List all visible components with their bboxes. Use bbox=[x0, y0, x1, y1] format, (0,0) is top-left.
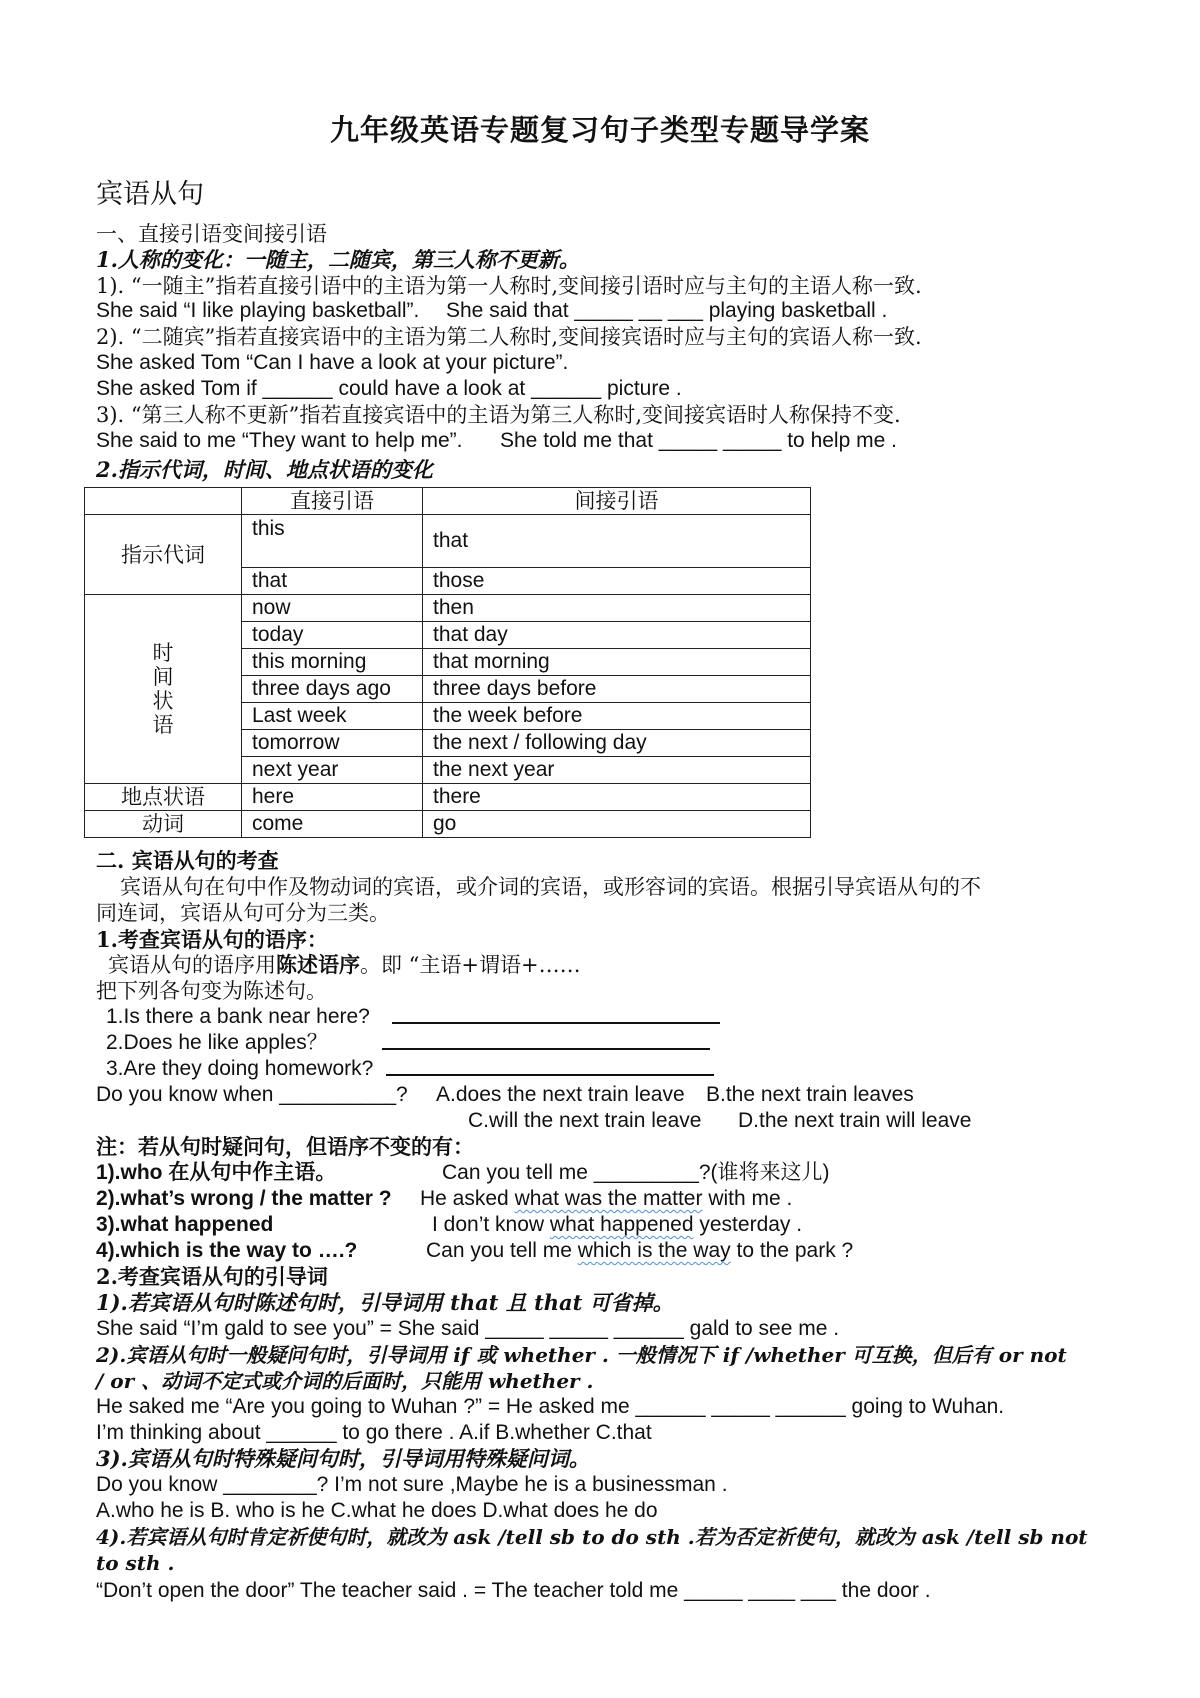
point2-rule3: 3).宾语从句时特殊疑问句时，引导词用特殊疑问词。 bbox=[96, 1446, 590, 1471]
table-cell-indirect: then bbox=[423, 595, 811, 622]
rule3-text: 3). “第三人称不更新”指若直接宾语中的主语为第三人称时,变间接宾语时人称保持不变. bbox=[96, 403, 901, 427]
rule3-example-direct: She said to me “They want to help me”. bbox=[96, 429, 463, 452]
table-cell-direct: Last week bbox=[242, 703, 423, 730]
note3-label: 3).what happened bbox=[96, 1213, 274, 1236]
table-cell-direct: this bbox=[242, 515, 423, 568]
rule1-title: 1.人称的变化：一随主，二随宾，第三人称不更新。 bbox=[96, 247, 580, 272]
exercise-q3: 3.Are they doing homework? bbox=[106, 1057, 374, 1080]
category-verb: 动词 bbox=[85, 811, 242, 838]
table-cell-indirect: that day bbox=[423, 622, 811, 649]
point1-task: 把下列各句变为陈述句。 bbox=[96, 979, 327, 1003]
page-title: 九年级英语专题复习句子类型专题导学案 bbox=[329, 113, 870, 147]
answer-line-q2 bbox=[382, 1030, 710, 1057]
table-cell-direct: today bbox=[242, 622, 423, 649]
rule2-example-direct: She asked Tom “Can I have a look at your picture”. bbox=[96, 351, 569, 374]
note3-example-a: I don’t know bbox=[432, 1213, 550, 1236]
rule1-text: 1). “一随主”指若直接引语中的主语为第一人称时,变间接引语时应与主句的主语人称一致. bbox=[96, 274, 922, 298]
rule1-example-indirect: She said that _____ __ ___ playing basketball . bbox=[446, 299, 888, 322]
point1-text-bold: 陈述语序 bbox=[276, 952, 360, 977]
note1-example: Can you tell me _________?(谁将来这儿) bbox=[442, 1161, 830, 1184]
point2-rule1: 1).若宾语从句时陈述句时，引导词用 that 且 that 可省掉。 bbox=[96, 1290, 674, 1315]
mc-question: Do you know when __________? bbox=[96, 1083, 408, 1106]
header-indirect: 间接引语 bbox=[423, 488, 811, 515]
header-direct: 直接引语 bbox=[242, 488, 423, 515]
rule2-text: 2). “二随宾”指若直接宾语中的主语为第二人称时,变间接宾语时应与主句的宾语人称一致. bbox=[96, 325, 922, 349]
exercise-q1: 1.Is there a bank near here? bbox=[106, 1005, 370, 1028]
point2-rule4-example: “Don’t open the door” The teacher said . = The teacher told me _____ ____ ___ the door . bbox=[96, 1579, 931, 1602]
table-cell-indirect: three days before bbox=[423, 676, 811, 703]
answer-line-q1 bbox=[392, 1004, 720, 1031]
table-cell-indirect: that bbox=[423, 515, 811, 568]
table-cell-indirect: there bbox=[423, 784, 811, 811]
section2-title: 二. 宾语从句的考查 bbox=[96, 848, 279, 873]
table-cell-direct: now bbox=[242, 595, 423, 622]
point2-rule2-example2: I’m thinking about ______ to go there . A.if B.whether C.that bbox=[96, 1421, 652, 1444]
note2-label: 2).what’s wrong / the matter ? bbox=[96, 1187, 392, 1210]
note2-example-highlight: what was the matter bbox=[514, 1187, 703, 1210]
conversion-table bbox=[84, 487, 811, 838]
point2-rule3-example1: Do you know ________? I’m not sure ,Maybe he is a businessman . bbox=[96, 1473, 728, 1496]
rule2-section-title: 2.指示代词，时间、地点状语的变化 bbox=[96, 457, 433, 482]
note3-example-highlight: what happened bbox=[549, 1213, 694, 1236]
table-cell-direct: tomorrow bbox=[242, 730, 423, 757]
point1-title: 1.考查宾语从句的语序： bbox=[96, 927, 328, 952]
point1-text bbox=[108, 952, 581, 978]
mc-option-b: B.the next train leaves bbox=[706, 1083, 914, 1106]
category-time-label: 时间状语 bbox=[152, 641, 174, 737]
category-time bbox=[85, 595, 242, 784]
note4-example-highlight: which is the way bbox=[577, 1239, 731, 1262]
point2-rule2-line1: 2).宾语从句时一般疑问句时，引导词用 if 或 whether . 一般情况下 if /whether 可互换，但后有 or not bbox=[96, 1343, 1067, 1367]
table-cell-indirect: that morning bbox=[423, 649, 811, 676]
table-cell-direct: this morning bbox=[242, 649, 423, 676]
category-place: 地点状语 bbox=[85, 784, 242, 811]
rule2-example-indirect: She asked Tom if ______ could have a look at ______ picture . bbox=[96, 377, 682, 400]
mc-option-c: C.will the next train leave bbox=[468, 1109, 702, 1132]
note4-example bbox=[426, 1238, 853, 1264]
section-heading: 宾语从句 bbox=[96, 179, 204, 210]
table-cell-indirect: the next year bbox=[423, 757, 811, 784]
category-demonstrative: 指示代词 bbox=[85, 515, 242, 595]
table-cell-direct: next year bbox=[242, 757, 423, 784]
point2-rule4-line1: 4).若宾语从句时肯定祈使句时，就改为 ask /tell sb to do sth .若为否定祈使句，就改为 ask /tell sb not bbox=[96, 1525, 1088, 1549]
point2-rule2-example1: He saked me “Are you going to Wuhan ?” = He asked me ______ _____ ______ going to Wuhan. bbox=[96, 1395, 1005, 1418]
section2-intro-line1: 宾语从句在句中作及物动词的宾语，或介词的宾语，或形容词的宾语。根据引导宾语从句的不 bbox=[120, 875, 981, 899]
exercise-q2: 2.Does he like apples？ bbox=[106, 1031, 328, 1054]
table-cell-direct: here bbox=[242, 784, 423, 811]
point2-rule3-example2: A.who he is B. who is he C.what he does D.what does he do bbox=[96, 1499, 658, 1522]
note4-example-c: to the park ? bbox=[730, 1239, 854, 1262]
table-cell-indirect: the week before bbox=[423, 703, 811, 730]
point2-rule1-example: She said “I’m gald to see you” = She said _____ _____ ______ gald to see me . bbox=[96, 1317, 840, 1340]
note2-example bbox=[420, 1186, 792, 1212]
table-cell-indirect: those bbox=[423, 568, 811, 595]
table-cell-direct: that bbox=[242, 568, 423, 595]
point2-rule4-line2: to sth . bbox=[96, 1551, 175, 1575]
table-cell-direct: come bbox=[242, 811, 423, 838]
section2-intro-line2: 同连词，宾语从句可分为三类。 bbox=[96, 901, 390, 925]
point1-text-a: 宾语从句的语序用 bbox=[108, 953, 276, 977]
table-cell-indirect: go bbox=[423, 811, 811, 838]
rule1-example-direct: She said “I like playing basketball”. bbox=[96, 299, 420, 322]
note1-label: 1).who 在从句中作主语。 bbox=[96, 1161, 337, 1184]
note3-example-c: yesterday . bbox=[693, 1213, 803, 1236]
section1-title: 一、直接引语变间接引语 bbox=[96, 222, 327, 246]
point1-text-c: 。即 “主语+谓语+…… bbox=[360, 953, 581, 977]
rule3-example-indirect: She told me that _____ _____ to help me . bbox=[500, 429, 897, 452]
note-title: 注：若从句时疑问句，但语序不变的有： bbox=[96, 1134, 474, 1159]
point2-rule2-line2: / or 、动词不定式或介词的后面时，只能用 whether . bbox=[96, 1369, 594, 1393]
mc-option-d: D.the next train will leave bbox=[738, 1109, 972, 1132]
point2-title: 2.考查宾语从句的引导词 bbox=[96, 1264, 328, 1289]
table-cell-direct: three days ago bbox=[242, 676, 423, 703]
note4-label: 4).which is the way to ….? bbox=[96, 1239, 358, 1262]
note3-example bbox=[432, 1212, 802, 1238]
note2-example-a: He asked bbox=[420, 1187, 515, 1210]
note2-example-c: with me . bbox=[702, 1187, 793, 1210]
answer-line-q3 bbox=[386, 1056, 714, 1083]
note4-example-a: Can you tell me bbox=[426, 1239, 578, 1262]
table-cell-indirect: the next / following day bbox=[423, 730, 811, 757]
table-corner bbox=[85, 488, 242, 515]
mc-option-a: A.does the next train leave bbox=[436, 1083, 685, 1106]
